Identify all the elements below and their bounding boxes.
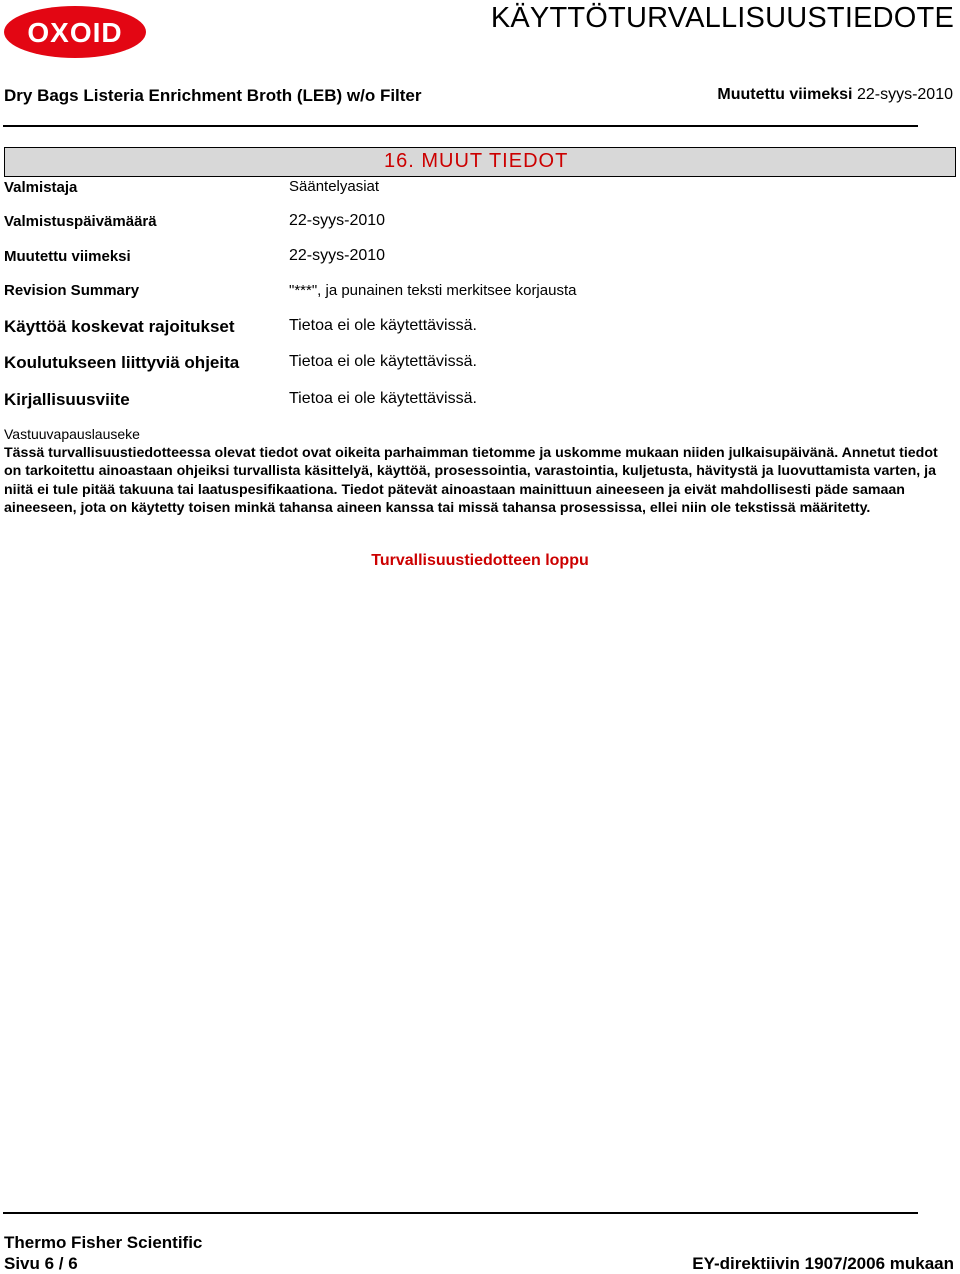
footer-company: Thermo Fisher Scientific [4,1233,203,1252]
footer-divider [3,1212,918,1214]
training-advice-value: Tietoa ei ole käytettävissä. [289,353,477,370]
revision-summary-label: Revision Summary [4,282,140,299]
logo-text: OXOID [27,17,123,48]
disclaimer-heading: Vastuuvapauslauseke [4,426,140,442]
section-header [4,147,956,177]
revision-date-label: Muutettu viimeksi [4,248,131,265]
revision-summary-value: "***", ja punainen teksti merkitsee korjausta [289,282,577,299]
header-divider [3,125,918,127]
page-number: Sivu 6 / 6 [4,1254,78,1273]
disclaimer-text: Tässä turvallisuustiedotteessa olevat tiedot ovat oikeita parhaimman tietomme ja uskomme mukaan niiden julkaisupäivänä. Annetut tiedot on tarkoitettu ainoastaan ohjeiksi turvallista käsittelyä, käyttöä, prosessointia, varastointia, kuljetusta, hävitystä ja luovuttamista varten, ja niitä ei tule pitää takuuna tai laatuspesifikaationa. Tiedot pätevät ainoastaan mainittuun aineeseen ja eivät mahdollisesti päde samaan aineeseen, jota on käytetty toisen minkä tahansa aineen kanssa tai missä tahansa prosessissa, ellei niin ole tekstissä määritetty. [4,445,938,516]
revision-date-value: 22-syys-2010 [289,247,386,264]
revised-label: Muutettu viimeksi [717,86,853,103]
regulation-reference: EY-direktiivin 1907/2006 mukaan [692,1254,954,1273]
manufacturer-label: Valmistaja [4,179,78,196]
training-advice-label: Koulutukseen liittyviä ohjeita [4,353,240,372]
section-title: 16. MUUT TIEDOT [384,150,569,172]
references-label: Kirjallisuusviite [4,390,130,409]
revised-info [717,86,953,104]
references-value: Tietoa ei ole käytettävissä. [289,390,477,407]
oxoid-logo [3,5,147,59]
issue-date-label: Valmistuspäivämäärä [4,213,157,230]
use-restrictions-label: Käyttöä koskevat rajoitukset [4,317,235,336]
product-name: Dry Bags Listeria Enrichment Broth (LEB) w/o Filter [4,86,422,105]
document-title: KÄYTTÖTURVALLISUUSTIEDOTE [490,2,954,34]
issue-date-value: 22-syys-2010 [289,212,386,229]
manufacturer-value: Sääntelyasiat [289,178,380,195]
end-of-sheet: Turvallisuustiedotteen loppu [371,552,589,569]
use-restrictions-value: Tietoa ei ole käytettävissä. [289,317,477,334]
revised-date: 22-syys-2010 [856,86,953,103]
